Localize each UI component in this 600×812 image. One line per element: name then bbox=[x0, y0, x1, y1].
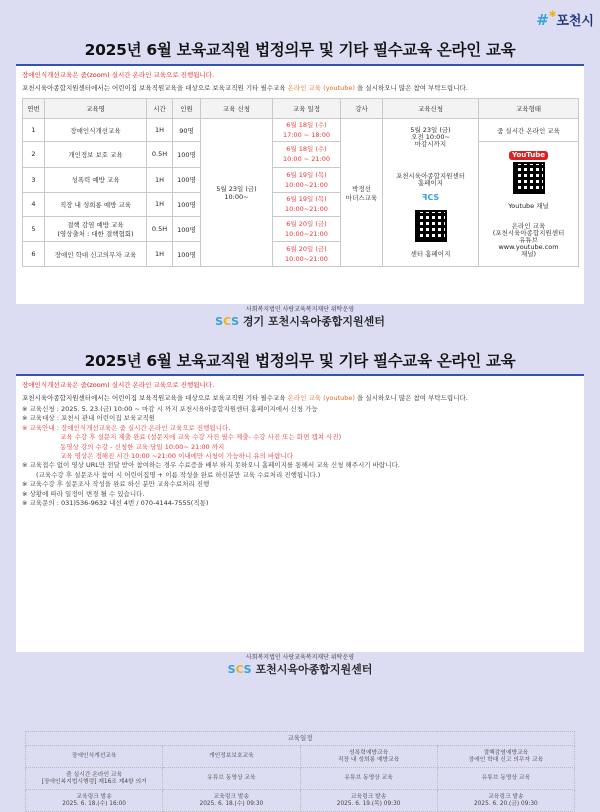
youtube-logo-icon: YouTube bbox=[509, 151, 548, 160]
table-row: 3 성폭력 예방 교육 1H 100명 6월 19일 (목) 10:00~21:00 bbox=[23, 167, 579, 192]
schedule-detail-table: 교육일정 장애인식개선교육 개인정보보호교육 성폭력예방교육 직장 내 성희롱 예방교육 결핵감염예방교육 장애인 학대 신고 의무자 교육 줌 실시간 온라인 교육 [장애인복지법시행령] 제16조 제4항 의거 유튜브 동영상 교육 유튜브 동영상 교육 유튜브 동영상 교육 교육링크 발송 2025. 6. 18.(수) 16:00 교육링크 발송 2025. 6. 18.(수) 09:30 교육링크 발송 2025. 6. 19.(목) 09:30 교육링크 발송 2025. 6. 20.(금) 09:30 bbox=[25, 731, 575, 812]
table-row: 4 직장 내 성희롱 예방 교육 1H 100명 6월 19일 (목) 10:00~21:00 bbox=[23, 192, 579, 217]
notes-list: ※ 교육신청 : 2025. 5. 23.(금) 10:00 ~ 마감 시 까지 포천시육아종합지원센터 홈페이지에서 신청 가능 ※ 교육대상 : 포천시 관내 어린이집 보육교직원 ※ 교육안내 : 장애인식개선교육은 줌 실시간 온라인 교육으로 진행됩니다. 교육 수강 후 설문지 제출 완료 (설문지에 교육 수강 사진 필수 제출- 수강 사진 또는 화면 캡쳐 사진) 동영상 강의 수강 - 신청한 교육 당일 10:00~ 21:00 까지 교육 영상은 정해진 시간 10:00 ~21:00 이내에만 시청이 가능하니 유의 바랍니다 ※ 교육접수 없이 영상 URL만 전달 받아 참여하는 경우 수료증을 배부 하지 못하오니 홈페이지를 통해서 교육 신청 해주시기 바랍니다. (교육수강 후 설문조사 참여 시 어린이집명 + 이름 작성을 완료 하신분만 교육 수료처리 진행됩니다.) ※ 교육수강 후 설문조사 작성을 완료 하신 분만 교육수료처리 진행 ※ 상황에 따라 일정이 변경 될 수 있습니다. ※ 교육문의 : 031)536-9632 내선 4번 / 070-4144-7555(직통) bbox=[22, 405, 400, 508]
schedule-table bbox=[22, 98, 579, 267]
intro-text: 포천시육아종합지원센터에서는 어린이집 보육직원교육을 대상으로 보육교직원 기타 필수교육 온라인 교육 (youtube) 을 실시하오니 많은 참여 부탁드립니다. bbox=[22, 84, 468, 92]
intro-text-2: 포천시육아종합지원센터에서는 어린이집 보육직원교육을 대상으로 보육교직원 기타 필수교육 온라인 교육 (youtube) 을 실시하오니 많은 참여 부탁드립니다. bbox=[22, 394, 468, 402]
table-row: 1 장애인식개선교육 1H 90명 5월 23일 (금) 10:00~ 6월 18일 (수) 17:00 ~ 18:00 박정선 마더스교육 5월 23일 (금) 오전 10:00~ 마감시까지 포천시육아종합지원센터 홈페이지 ꟻCS 센터 홈페이지 줌 실시간 온라인 교육 bbox=[23, 119, 579, 142]
zoom-notice-2: 장애인식개선교육은 줌(zoom) 실시간 온라인 교육으로 진행됩니다. bbox=[22, 381, 215, 389]
center-logo-icon: ꟻCS bbox=[421, 193, 440, 202]
center-logo: 사회복지법인 사랑교육복지재단 위탁운영 SCS 경기 포천시육아종합지원센터 bbox=[215, 306, 385, 328]
city-logo: #✱포천시 bbox=[536, 10, 594, 29]
table-row: 5 결핵 감염 예방 교육 (영상출처 : 대한 결핵협회) 0.5H 100명 6월 20일 (금) 10:00~21:00 bbox=[23, 217, 579, 242]
table-row: 6 장애인 학대 신고의무자 교육 1H 100명 6월 20일 (금) 10:00~21:00 bbox=[23, 242, 579, 267]
schedule-table-panel bbox=[16, 64, 584, 304]
page-title-2: 2025년 6월 보육교직원 법정의무 및 기타 필수교육 온라인 교육 bbox=[84, 352, 516, 370]
page-title: 2025년 6월 보육교직원 법정의무 및 기타 필수교육 온라인 교육 bbox=[84, 41, 516, 59]
center-logo-icon: SCS bbox=[215, 315, 243, 328]
center-logo-icon: SCS bbox=[227, 663, 256, 676]
center-logo-2: 사회복지법인 사랑교육복지재단 위탁운영 SCS 포천시육아종합지원센터 bbox=[227, 654, 373, 676]
youtube-qr-icon[interactable] bbox=[513, 162, 545, 194]
qr-code-icon[interactable] bbox=[415, 210, 447, 242]
table-row: 2 개인정보 보호 교육 0.5H 100명 6월 18일 (수) 10:00 ~ 21:00 YouTube Youtube 채널 온라인 교육 (포천시육아종합지원센터 유튜브 www.youtube.com 채널) bbox=[23, 142, 579, 168]
zoom-notice: 장애인식개선교육은 줌(zoom) 실시간 온라인 교육으로 진행됩니다. bbox=[22, 71, 215, 79]
table-header-row: 연번 교육명 시간 인원 교육 신청 교육 일정 강사 교육신청 교육형태 bbox=[23, 99, 579, 119]
